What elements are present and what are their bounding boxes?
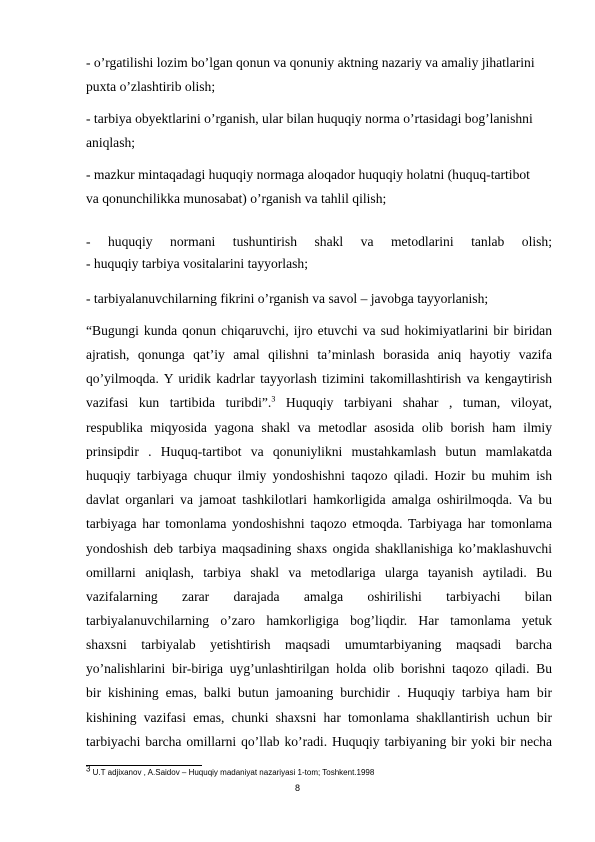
paragraph-line-13: tarbiyalanuvchilarning o’zaro hamkorligiga bog’liqdir. Har tamonlama yetuk <box>86 613 552 628</box>
bullet-3-line-1: - mazkur mintaqadagi huquqiy normaga aloqador huquqiy holatni (huquq-tartibot <box>86 167 530 182</box>
paragraph-line-4 <box>86 395 552 411</box>
paragraph-line-12: vazifalarning zarar darajada amalga oshirilishi tarbiyachi bilan <box>86 589 552 604</box>
bullet-2-line-2: aniqlash; <box>86 135 136 150</box>
footnote-marker: 3 <box>86 764 91 774</box>
paragraph-line-2: ajratish, qonunga qat’iy amal qilishni ta’minlash borasida aniq hayotiy vazifa <box>86 347 552 362</box>
paragraph-line-1: “Bugungi kunda qonun chiqaruvchi, ijro etuvchi va sud hokimiyatlarini bir biridan <box>86 323 552 338</box>
paragraph-line-3: qo’yilmoqda. Y uridik kadrlar tayyorlash tizimini takomillashtirish va kengaytirish <box>86 371 552 386</box>
paragraph-line-14: shaxsni tarbiyalab yetishtirish maqsadi umumtarbiyaning maqsadi barcha <box>86 637 552 652</box>
paragraph-line-9: tarbiyaga har tomonlama yondoshishni taqozo etmoqda. Tarbiyaga har tomonlama <box>86 516 552 531</box>
footnote <box>86 764 375 778</box>
paragraph-line-4-start: vazifasi kun tartibida turibdi”. <box>86 395 272 410</box>
paragraph-line-11: omillarni aniqlash, tarbiya shakl va metodlariga ularga tayanish aytiladi. Bu <box>86 565 552 580</box>
bullet-4-line-2: - huquqiy tarbiya vositalarini tayyorlash; <box>86 256 308 271</box>
bullet-1-line-1: - o’rgatilishi lozim bo’lgan qonun va qonuniy aktning nazariy va amaliy jihatlarini <box>86 55 535 70</box>
paragraph-line-4-end: Huquqiy tarbiyani shahar , tuman, viloyat, <box>275 395 552 410</box>
bullet-3-line-2: va qonunchilikka munosabat) o’rganish va tahlil qilish; <box>86 191 387 206</box>
bullet-1-line-2: puxta o’zlashtirib olish; <box>86 79 216 94</box>
paragraph-line-17: kishining vazifasi emas, chunki shaxsni har tomonlama shakllantirish uchun bir <box>86 710 552 725</box>
page-number: 8 <box>294 783 300 793</box>
footnote-text: U.T adjixanov , A.Saidov – Huquqiy madaniyat nazariyasi 1-tom; Toshkent.1998 <box>90 768 375 777</box>
paragraph-line-5: respublika miqyosida yagona shakl va metodlar asosida olib borish ham ilmiy <box>86 420 552 435</box>
bullet-4-line-1: - huquqiy normani tushuntirish shakl va metodlarini tanlab olish; <box>86 234 552 249</box>
paragraph-line-8: davlat organlari va jamoat tashkilotlari hamkorligida amalga oshirilmoqda. Va bu <box>86 492 552 507</box>
paragraph-line-10: yondoshish deb tarbiya maqsadining shaxs ongida shakllanishiga ko’maklashuvchi <box>86 541 552 556</box>
paragraph-line-18: tarbiyachi barcha omillarni qo’llab ko’radi. Huquqiy tarbiyaning bir yoki bir necha <box>86 734 552 749</box>
paragraph-line-7: huquqiy tarbiyaga chuqur ilmiy yondoshishni taqozo qiladi. Hozir bu muhim ish <box>86 468 552 483</box>
bullet-5-line-1: - tarbiyalanuvchilarning fikrini o’rganish va savol – javobga tayyorlanish; <box>86 291 489 306</box>
paragraph-line-16: bir kishining emas, balki butun jamoaning burchidir . Huquqiy tarbiya ham bir <box>86 685 552 700</box>
paragraph-line-15: yo’nalishlarini bir-biriga uyg’unlashtirilgan holda olib borishni taqozo qiladi. Bu <box>86 661 552 676</box>
paragraph-line-6: prinsipdir . Huquq-tartibot va qonuniylikni mustahkamlash butun mamlakatda <box>86 444 552 459</box>
footnote-divider <box>86 765 202 766</box>
bullet-2-line-1: - tarbiya obyektlarini o’rganish, ular bilan huquqiy norma o’rtasidagi bog’lanishni <box>86 111 533 126</box>
footnote-reference: 3 <box>271 395 276 404</box>
